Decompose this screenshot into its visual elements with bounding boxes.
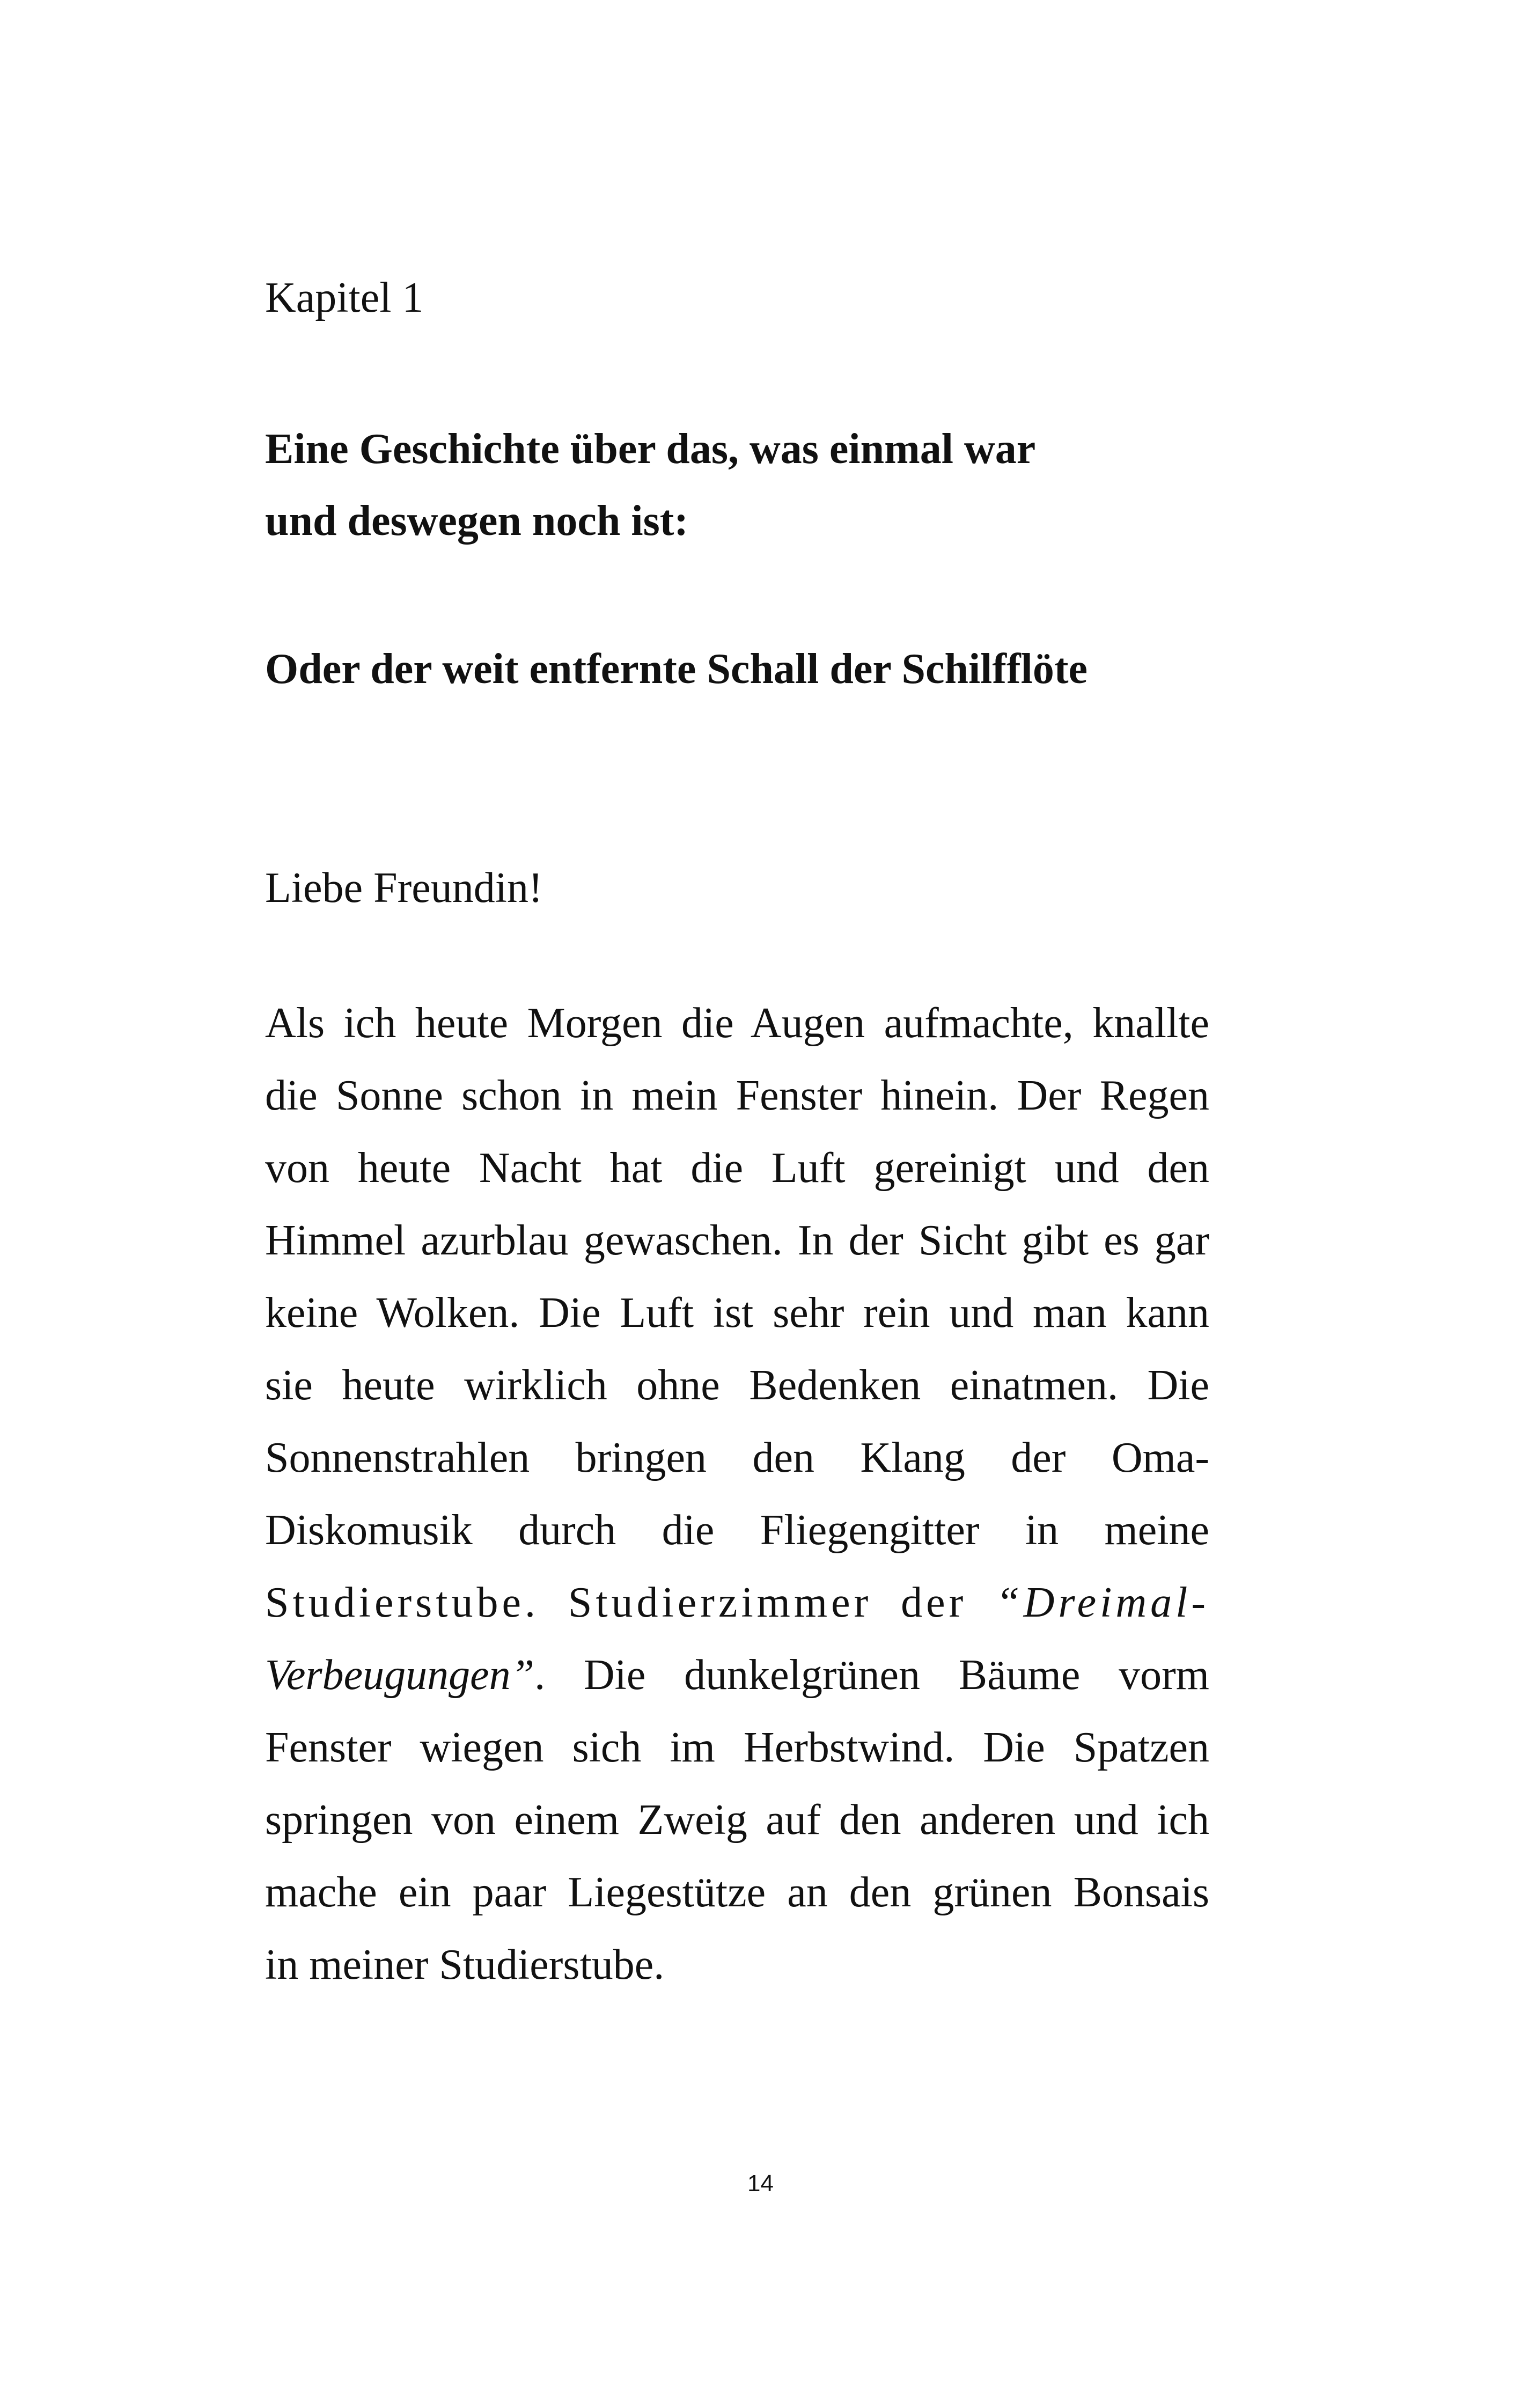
body-line: in meiner Studierstube. <box>265 1941 665 1988</box>
chapter-title-line-2: und deswegen noch ist: <box>265 497 689 545</box>
body-line: von heute Nacht hat die Luft gereinigt und den <box>265 1144 1209 1192</box>
body-line: keine Wolken. Die Luft ist sehr rein und man kann <box>265 1289 1209 1337</box>
body-line: Sonnenstrahlen bringen den Klang der Oma- <box>265 1434 1209 1481</box>
page-number: 14 <box>747 2170 774 2197</box>
body-line: Als ich heute Morgen die Augen aufmachte, knallte <box>265 1000 1209 1047</box>
chapter-title-line-1: Eine Geschichte über das, was einmal war <box>265 425 1036 473</box>
letter-salutation: Liebe Freundin! <box>265 864 543 912</box>
body-line: sie heute wirklich ohne Bedenken einatmen. Die <box>265 1362 1209 1409</box>
body-text-plain: . Die dunkelgrünen Bäume vorm <box>534 1651 1209 1699</box>
body-line: springen von einem Zweig auf den anderen und ich <box>265 1796 1209 1844</box>
chapter-label: Kapitel 1 <box>265 274 424 321</box>
body-text-plain: Studierstube. Studierzimmer der <box>265 1579 996 1626</box>
body-line <box>265 1567 1209 1639</box>
body-line: Himmel azurblau gewaschen. In der Sicht gibt es gar <box>265 1217 1209 1264</box>
body-text-italic: Verbeugungen” <box>265 1651 535 1699</box>
chapter-subtitle: Oder der weit entfernte Schall der Schilfflöte <box>265 645 1088 693</box>
body-paragraph <box>265 987 1209 2001</box>
chapter-title <box>265 413 1209 557</box>
body-text-italic: “Dreimal- <box>996 1579 1209 1626</box>
body-line: Fenster wiegen sich im Herbstwind. Die Spatzen <box>265 1724 1209 1771</box>
body-line: mache ein paar Liegestütze an den grünen Bonsais <box>265 1869 1209 1916</box>
body-line: Diskomusik durch die Fliegengitter in meine <box>265 1507 1209 1554</box>
body-line <box>265 1639 1209 1712</box>
body-line: die Sonne schon in mein Fenster hinein. Der Regen <box>265 1072 1209 1119</box>
